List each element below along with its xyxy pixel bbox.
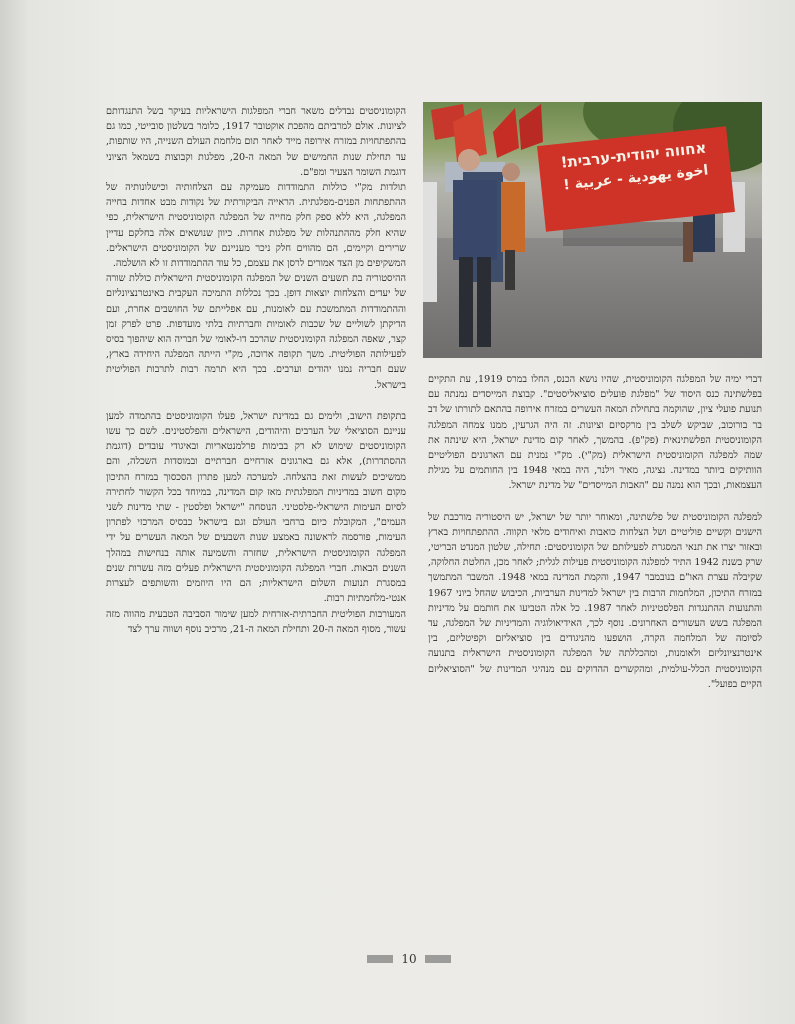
- paragraph: בתקופת הישוב, ולימים גם במדינת ישראל, פעלו הקומוניסטים בהתמדה למען עניינם הסוציאלי של הערבים והיהודים, הישראלים והפלסטינים. לשם כך עשו הקומוניסטים שימוש לא רק בבימות פרלמנטאריות ובאיגודי עובדים (דוגמת ההסתדרות), אלא גם בארגונים אזרחיים חברתיים ובמוסדות השכלה, והם ממשיכים לעשות זאת בהצלחה. למערכה למען פתרון הסכסוך במזרח התיכון מקום חשוב במדיניות המפלגתית מאז קום המדינה, במיוחד בכל הקשור לחתירה לסיום העימות הישראלי-פלסטיני. הנוסחה "ישראל ופלסטין - שתי מדינות לשני העמים", המקובלת כיום ברחבי העולם וגם בישראל כבסיס המרכזי לפתרון העימות, פורסמה לראשונה באמצע שנות השבעים של המאה העשרים על ידי המפלגה הקומוניסטית הישראלית, שחזרה והשמיעה אותה בנחישות במהלך השנים הבאות. חברי המפלגה הקומוניסטית הישראלית פעלים מזה עשרות שנים במסגרת תנועות השלום הישראליות; הם היו היוזמים והשותפים לעצרות אנטי-מלחמתיות רבות.: [106, 410, 406, 605]
- banner-arabic-text: اخوة يهودية - عربية !: [562, 162, 710, 194]
- banner-hebrew-text: אחווה יהודית-ערבית!: [559, 138, 708, 172]
- paragraph: המעורבות הפוליטית החברתית-אזרחית למען שימור הסביבה הטבעית מהווה מזה עשור, מסוף המאה ה-20 ותחילת המאה ה-21, מרכיב נוסף ושווה ערך לצד: [106, 608, 406, 635]
- right-text-column: [428, 372, 762, 692]
- paragraph: ההיסטוריה בת תשעים השנים של המפלגה הקומוניסטית הישראלית כוללת שורה של יעדים והצלחות יוצאות דופן. בכך נכללות התמיכה העקבית באינטרנציונליזם וההתמודדות המתמשכת עם לאומנות, עם אפלייתם של החושבים אחרת, ועם הדיקתן לשוליים של שכבות לאומיות וחברתיות בלתי מועדפות. פרט לפרק זמן קצר, שאפה המפלגה הקומוניסטית שהרכב דו-לאומי של חבריה הוא שיהפוך בסיס לפעילותה הפוליטית. משך תקופה ארוכה, מק"י הייתה המפלגה היחידה בארץ, שעם חבריה נמנו יהודים וערבים. בכך היא תרמה רבות לתרבות הפוליטית בישראל.: [106, 273, 406, 391]
- page-footer: [364, 952, 454, 966]
- page-number: 10: [401, 952, 417, 966]
- footer-bar-left: [367, 955, 393, 963]
- left-text-column: [106, 104, 406, 637]
- paragraph: תולדות מק"י כוללות התמודדות מעמיקה עם הצלחותיה וכישלונותיה של ההתפתחות הפנים-מפלגתית. הראייה הביקורתית של נקודות מבט אחדות בחייה המפלגה, היא ללא ספק חלק מחייה של המפלגה הקומוניסטית הישראלית, כפי שהיא חלק מההתנהלות של מפלגות אחרות. כיוון שנושאים אלה בחלקם עדיין שרירים וקיימים, הם מהווים חלק ניכר מעניינם של הקומוניסטים הישראלים. המשקיפים מן הצד אמורים לרסן את עצמם, כל עוד ההתמודדות זו לא הושלמה.: [106, 182, 406, 270]
- paragraph: הקומוניסטים נבדלים משאר חברי המפלגות הישראליות בעיקר בשל התנגדותם לציונות. אולם למרביתם מהפכת אוקטובר 1917, כלומר בשלטון סובייטי, כמו גם בהתפתחויות במזרח אירופה מייד לאחר תום מלחמת העולם השנייה, היו שותפות, עד תחילת שנות החמישים של המאה ה-20, מפלגות וקבוצות בשמאל הציוני דוגמת השומר הצעיר ומפ"ם.: [106, 106, 407, 178]
- paragraph: למפלגה הקומוניסטית של פלשתינה, ומאוחר יותר של ישראל, יש היסטוריה מורכבת של הישגים וקשיים פוליטיים ושל הצלחות כואבות ואיחודים מלאי תקווה. ההתפתחויות בארץ ובאזור יצרו את תנאי המסגרת לפעילותם של הקומוניסטים: תחילה, שלטון המנדט הבריטי, שרק בשנת 1942 התיר למפלגה הקומוניסטית פעילות לגלית; לאחר מכן, החלטת החלוקה, שקיבלה עצרת האו"ם בנובמבר 1947, והקמת המדינה במאי 1948. המשבר המתמשך במזרח התיכון, המלחמות הרבות בין ישראל למדינות הערביות, הכיבוש שהחל ביוני 1967 והתנועות ההתנגדות הפלסטיניות לאחר 1987. כל אלה הטביעו את חותמם על מדיניות המפלגה בשש העשורים האחרונים. נוסף לכך, האידיאולוגיה והמדיניות של המפלגה, עד לסיומה של המלחמה הקרה, הושפעו מהניגודים בין סוציאליזם וקפיטליזם, בין אינטרנציונליזם ולאומנות, ומהכללתה של המפלגה הקומוניסטית הישראלית בתנועה הקומוניסטית הכלל-עולמית, ומהקשרים ההדוקים עם מנהיגי המדינות של "הסוציאליזם הקיים בפועל".: [428, 511, 763, 690]
- demonstration-photo: [423, 102, 762, 358]
- footer-bar-right: [425, 955, 451, 963]
- paragraph: דברי ימיה של המפלגה הקומוניסטית, שהיו נושא הכנס, החלו במרס 1919, עת התקיים בפלשתינה כנס היסוד של "מפלגת פועלים סוציאליסטים". קבוצת המייסדים נמנתה עם תנועת פועלי ציון, שהוקמה בתחילת המאה העשרים במזרח אירופה בהתאם לתורתו של דב בר בורוכוב, שביקש לשלב בין מרקסיזם וציונות. זה היה הגרעין, ממנו צמחה המפלגה הקומוניסטית הפלשתינאית (פק"פ). בהמשך, לאחר קום מדינת ישראל, היא שינתה את שמה למפלגה הקומוניסטית הישראלית (מק"י). מק"י נמנית עם הארגונים הפוליטיים הוותיקים ביותר במדינה. נציגה, מאיר וילנר, היה במאי 1948 בין החותמים על מגילת העצמאות, ובכך הוא נמנה עם "האבות המייסדים" של מדינת ישראל.: [428, 374, 763, 492]
